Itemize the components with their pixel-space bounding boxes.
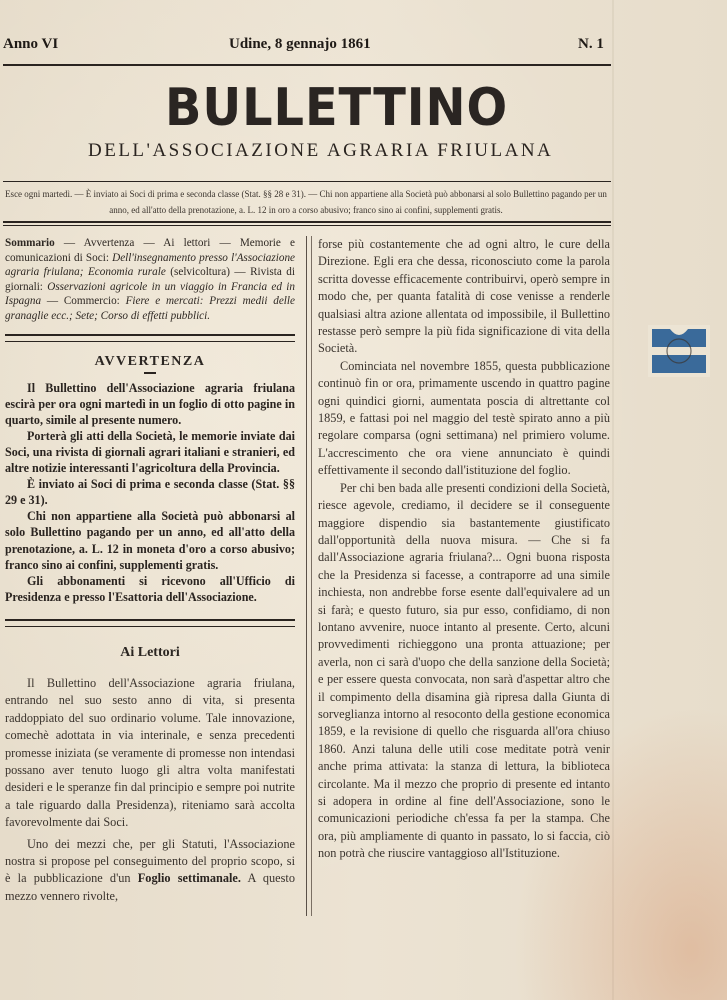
p2-start: Uno dei mezzi che, per gli Statuti, l'Associazione nostra si propose pel conseguimento del proprio scopo, si è la pubblicazione d'un [5,836,295,886]
right-column [318,236,610,863]
subscription-notice: Esce ogni martedì. — È inviato ai Soci di prima e seconda classe (Stat. §§ 28 e 31). — Chi non appartiene alla Società può abbonarsi al solo Bullettino pagando per un anno, ed all'atto della prenotazione, a. L. 12 in oro a corso abusivo; franco sino ai confini, supplementi gratis. [5,189,607,215]
right-paragraph: Per chi ben bada alle presenti condizioni della Società, riesce agevole, crediamo, il decidere se il conseguente maggiore dispendio sia bastantemente giustificato dall'opportunità della nuova misura. — Che si fa dall'Associazione agraria friulana?... Ogni buona risposta che la Presidenza si facesse, a contraporre ad una simile inchiesta, non andrebbe forse esente dall'equivalere ad un si farà; e questo futuro, sia pur esso, confidiamo, di non lontano avvenire, nuoce intanto al presente. Certo, alcuni provvedimenti richieggono una pronta attuazione; per averla, non ci sarà d'uopo che della sanzione della Società; e per essere questa convocata, non sarà d'aspettar altro che il compimento della disamina già ripresa dalla Giunta di sorveglianza intorno al resoconto della gestione economica 1859, e la revisione di quello che risguarda all'ora chiuso 1860. Anzi taluna delle utili cose meditate potrà venir anche prima attivata: la stanza di lettura, la biblioteca circolante. Ma il mezzo che proprio di presente ed intanto si adopera in ordine al fine dell'Associazione, sono le comunicazioni periodiche ch'essa fa per la stampa. Che ora, più ampliamente di quanto in passato, lo si faccia, ciò non potrà che riuscire vantaggioso all'Istituzione. [318,480,610,861]
ai-lettori-paragraph-2 [5,836,295,906]
avvertenza-paragraph: Porterà gli atti della Società, le memorie inviate dai Soci, una rivista di giornali agrari italiani e stranieri, ed altre notizie interessanti l'agricoltura della Provincia. [5,428,295,476]
avvertenza-paragraph: Gli abbonamenti si ricevono all'Ufficio di Presidenza e presso l'Esattoria dell'Associazione. [5,573,295,604]
summary [5,236,295,324]
avvertenza-paragraph: Il Bullettino dell'Associazione agraria friulana escirà per ora ogni martedì in un foglio di otto pagine in quarto, simile al presente numero. [5,380,295,427]
postage-stamp-icon [648,325,710,377]
summary-italic-3: Fiere e mercati: Prezzi medii delle granaglie ecc.; Sete; Corso di effetti pubblici. [5,295,295,322]
avvertenza-paragraph: Chi non appartiene alla Società può abbonarsi al solo Bullettino pagando per un anno, ed all'atto della prenotazione, a. L. 12 in moneta d'oro a corso abusivo; franco sino ai confini, supplementi gratis. [5,509,295,572]
rule-summary [5,334,295,342]
summary-text-1: — Avvertenza — Ai lettori — Memorie e comunicazioni di Soci: [5,237,295,264]
left-column [5,236,295,905]
rule-double-a [3,221,611,223]
rule-avvertenza [5,619,295,627]
ai-lettori-heading: Ai Lettori [120,644,180,660]
summary-label: Sommario [5,237,55,249]
place-date: Udine, 8 gennajo 1861 [229,36,371,52]
ai-lettori-paragraph: Il Bullettino dell'Associazione agraria friulana, entrando nel suo sesto anno di vita, si presenta raddoppiato del suo ordinario volume. Tale innovazione, comechè adottata in via interinale, e senza precedenti promesse iniziata (se veramente di promesse non intendasi possano aver tenuto luogo gli altra volta manifestati desideri e le speranze fin dal principio e sempre poi nutrite a tale riguardo dalla Presidenza), riteniamo sarà accolta favorevolmente dai Soci. [5,675,295,830]
heading-dash [144,372,156,374]
p2-end: A questo mezzo vennero rivolte, [5,871,295,903]
masthead-row [0,36,612,58]
rule-top [3,64,611,66]
right-paragraph: forse più costantemente che ad ogni altro, le cure della Direzione. Egli era che dessa, riconosciuto come la parola scritta dovesse efficacemente contribuirvi, operò sempre in modo che, per quanta fatalità di cose venisse a renderle qualsiasi altra azione allentata od impossibile, il Bullettino restasse però sempre la più fida significazione di vita della Società. [318,237,610,356]
newspaper-subtitle: DELL'ASSOCIAZIONE AGRARIA FRIULANA [88,140,554,161]
rule-under-subtitle [3,181,611,182]
right-paragraph: Cominciata nel novembre 1855, questa pubblicazione continuò fin or ora, primamente uscendo in quattro pagine ogni quindici giorni, aumentata poscia di altrettante col 1859, e fattasi poi nel maggio del testè spirato anno a più regolare comparsa (ogni settimana) nel primiero volume. L'accrescimento che ora viene annunciato è quindi effettivamente il secondo dall'istituzione del foglio. [318,358,610,478]
stamp-bottom-half [652,355,706,373]
column-divider [306,236,312,916]
summary-italic-2: Osservazioni agricole in un viaggio in Francia ed in Ispagna [5,280,295,308]
volume-year: Anno VI [3,36,59,52]
summary-italic-1: Dell'insegnamento presso l'Associazione agraria friulana; Economia rurale [5,251,296,279]
p2-bold: Foglio settimanale. [137,871,241,886]
summary-text-3: — Commercio: [41,295,126,308]
newspaper-title: BULLETTINO [165,78,509,138]
avvertenza-paragraph: È inviato ai Soci di prima e seconda classe (Stat. §§ 29 e 31). [5,477,295,508]
summary-text-2: (selvicoltura) — Rivista di giornali: [5,266,295,293]
paper-fold-vertical [612,0,614,1000]
avvertenza-heading: AVVERTENZA [94,353,206,369]
rule-double-b [3,225,611,226]
issue-number: N. 1 [578,36,604,52]
